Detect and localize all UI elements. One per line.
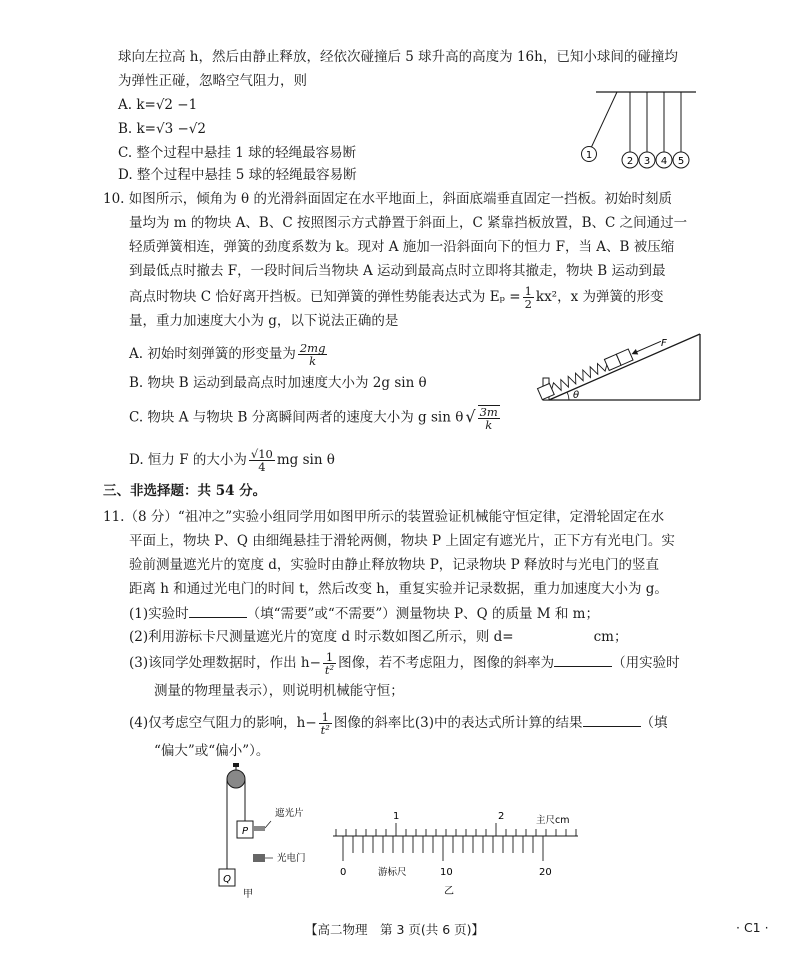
q11-line-1: 11.（8 分）“祖冲之”实验小组同学用如图甲所示的装置验证机械能守恒定律，定滑轮固定在水 bbox=[103, 509, 665, 525]
block-p-label: P bbox=[241, 826, 249, 837]
vernier-scale-name: 游标尺 bbox=[378, 867, 407, 878]
q11-part-4-mid: 图像的斜率比(3)中的表达式所计算的结果 bbox=[333, 715, 583, 731]
page-code: · C1 · bbox=[736, 920, 769, 935]
q11-part-2 bbox=[129, 627, 627, 647]
q11-part-4-fraction bbox=[319, 711, 332, 736]
q9-option-a: A. k=√2 −1 bbox=[118, 97, 198, 113]
force-arrow-line bbox=[633, 341, 660, 353]
q11-part-1-blank[interactable] bbox=[189, 603, 247, 618]
q10-option-d-post: mg sin θ bbox=[276, 452, 335, 468]
q10-option-d-den: 4 bbox=[258, 460, 266, 474]
q11-part-2-pre: (2)利用游标卡尺测量遮光片的宽度 d 时示数如图乙所示，则 d= bbox=[129, 629, 514, 645]
ball-1-label: 1 bbox=[585, 150, 593, 161]
q11-part-3-blank[interactable] bbox=[554, 652, 612, 667]
section-3-heading: 三、非选择题：共 54 分。 bbox=[103, 483, 267, 499]
q10-line-6: 量，重力加速度大小为 g，以下说法正确的是 bbox=[129, 313, 399, 329]
angle-label: θ bbox=[573, 390, 580, 401]
shade-plate-label: 遮光片 bbox=[275, 808, 304, 819]
ball-5 bbox=[673, 152, 689, 168]
ball-4 bbox=[656, 152, 672, 168]
q11-part-4-post: （填 bbox=[640, 715, 668, 731]
string-1 bbox=[591, 92, 617, 148]
figure-yi-caption: 乙 bbox=[444, 886, 454, 897]
q11-line-3: 验前测量遮光片的宽度 d，实验时由静止释放物块 P，记录物块 P 释放时与光电门的竖直 bbox=[129, 557, 659, 573]
pulley-wheel bbox=[227, 770, 245, 788]
q11-part-1 bbox=[129, 603, 599, 624]
incline-figure bbox=[535, 328, 705, 408]
block-q-label: Q bbox=[223, 874, 231, 885]
q11-part-1-post: （填“需要”或“不需要”）测量物块 P、Q 的质量 M 和 m； bbox=[246, 606, 599, 622]
vernier-label-20: 20 bbox=[539, 867, 552, 878]
photogate-label: 光电门 bbox=[277, 853, 306, 864]
main-scale-unit: 主尺cm bbox=[536, 815, 570, 826]
q10-option-c-den: k bbox=[485, 418, 493, 432]
q11-part-3-fraction bbox=[323, 651, 336, 676]
vernier-caliper-figure bbox=[328, 803, 588, 898]
q11-part-1-pre: (1)实验时 bbox=[129, 606, 189, 622]
q11-part-4-num: 1 bbox=[319, 711, 332, 724]
q11-line-2: 平面上，物块 P、Q 由细绳悬挂于滑轮两侧，物块 P 上固定有遮光片，正下方有光电门。实 bbox=[129, 533, 675, 549]
q10-line-3: 轻质弹簧相连，弹簧的劲度系数为 k。现对 A 施加一沿斜面向下的恒力 F，当 A、B 被压缩 bbox=[129, 239, 675, 255]
q10-option-c-text: C. 物块 A 与物块 B 分离瞬间两者的速度大小为 g sin θ bbox=[129, 409, 464, 426]
incline-surface bbox=[549, 334, 700, 400]
q10-option-d-text: D. 恒力 F 的大小为 bbox=[129, 452, 247, 468]
ball-2 bbox=[622, 152, 638, 168]
ball-4-label: 4 bbox=[660, 156, 668, 167]
q10-line-1: 10. 如图所示，倾角为 θ 的光滑斜面固定在水平地面上，斜面底端垂直固定一挡板。初始时刻质 bbox=[103, 191, 672, 207]
q10-option-d-fraction bbox=[249, 448, 275, 473]
pulley-apparatus-figure bbox=[205, 763, 330, 898]
q10-line-5 bbox=[129, 285, 664, 310]
q11-part-3 bbox=[129, 651, 680, 676]
shade-pointer bbox=[265, 821, 271, 828]
ball-5-label: 5 bbox=[677, 156, 685, 167]
q11-part-3-num: 1 bbox=[323, 651, 336, 664]
q9-line-1: 球向左拉高 h，然后由静止释放，经依次碰撞后 5 球升高的高度为 16h，已知小球间的碰撞均 bbox=[118, 49, 678, 65]
ball-3 bbox=[639, 152, 655, 168]
pulley-mount bbox=[233, 763, 239, 767]
photogate bbox=[253, 854, 265, 862]
q11-part-4-den: t² bbox=[320, 723, 330, 737]
q10-line-5-pre: 高点时物块 C 恰好离开挡板。已知弹簧的弹性势能表达式为 Eₚ = bbox=[129, 289, 521, 305]
q10-option-c-fraction bbox=[478, 405, 500, 431]
q11-part-4-pre: (4)仅考虑空气阻力的影响，h− bbox=[129, 715, 317, 731]
vernier-scale-ticks bbox=[343, 836, 543, 861]
figure-jia-caption: 甲 bbox=[243, 889, 253, 898]
q10-option-c-root: √ bbox=[465, 406, 476, 426]
force-label: F bbox=[661, 338, 667, 349]
vernier-label-0: 0 bbox=[340, 867, 347, 878]
q10-option-a-fraction bbox=[298, 342, 328, 367]
q10-energy-fraction-den: 2 bbox=[524, 297, 532, 311]
page-footer: 【高二物理 第 3 页(共 6 页)】 bbox=[305, 922, 485, 937]
q10-line-5-post: kx²，x 为弹簧的形变 bbox=[535, 289, 664, 305]
ball-1 bbox=[582, 147, 597, 162]
newton-cradle-figure bbox=[570, 84, 710, 176]
ball-2-label: 2 bbox=[626, 156, 634, 167]
q9-option-d: D. 整个过程中悬挂 5 球的轻绳最容易断 bbox=[118, 167, 357, 183]
ball-3-label: 3 bbox=[643, 156, 651, 167]
q10-line-2: 量均为 m 的物块 A、B、C 按照图示方式静置于斜面上，C 紧靠挡板放置，B、C 之间通过一 bbox=[129, 215, 688, 231]
q9-line-2: 为弹性正碰，忽略空气阻力，则 bbox=[118, 73, 307, 89]
main-scale-label-2: 2 bbox=[498, 811, 505, 822]
q10-energy-fraction bbox=[523, 285, 534, 310]
q11-part-3-pre: (3)该同学处理数据时，作出 h− bbox=[129, 655, 321, 671]
vernier-label-10: 10 bbox=[440, 867, 453, 878]
q11-part-3-line-2: 测量的物理量表示），则说明机械能守恒； bbox=[154, 683, 404, 699]
q11-part-4 bbox=[129, 711, 668, 736]
q9-option-b: B. k=√3 −√2 bbox=[118, 121, 206, 137]
q11-part-2-unit: cm； bbox=[593, 629, 628, 645]
q11-part-4-blank[interactable] bbox=[583, 712, 641, 727]
q10-option-b: B. 物块 B 运动到最高点时加速度大小为 2g sin θ bbox=[129, 375, 427, 391]
q10-option-a-num: 2mg bbox=[299, 341, 326, 355]
q11-line-4: 距离 h 和通过光电门的时间 t，然后改变 h，重复实验并记录数据，重力加速度大小为 g。 bbox=[129, 581, 668, 597]
angle-arc bbox=[567, 392, 569, 400]
q10-energy-fraction-num: 1 bbox=[524, 284, 532, 298]
q11-part-3-den: t² bbox=[324, 663, 335, 677]
q11-part-4-line-2: “偏大”或“偏小”）。 bbox=[154, 743, 270, 759]
q11-part-3-mid: 图像，若不考虑阻力，图像的斜率为 bbox=[338, 655, 555, 671]
shade-plate bbox=[253, 826, 265, 831]
block-c bbox=[537, 383, 554, 399]
q10-option-c bbox=[129, 405, 502, 431]
q10-option-d bbox=[129, 448, 335, 473]
q9-option-c: C. 整个过程中悬挂 1 球的轻绳最容易断 bbox=[118, 145, 357, 161]
q10-line-4: 到最低点时撤去 F，一段时间后当物块 A 运动到最高点时立即将其撤走，物块 B 运动到最 bbox=[129, 263, 666, 279]
q11-part-3-post: （用实验时 bbox=[612, 655, 680, 671]
q10-option-a-text: A. 初始时刻弹簧的形变量为 bbox=[129, 346, 296, 362]
spring bbox=[550, 360, 609, 393]
q10-option-a bbox=[129, 342, 329, 367]
main-scale-label-1: 1 bbox=[393, 811, 400, 822]
q10-option-d-num: √10 bbox=[250, 447, 273, 461]
q10-option-a-den: k bbox=[309, 354, 317, 368]
q10-option-c-num: 3m bbox=[479, 405, 498, 419]
